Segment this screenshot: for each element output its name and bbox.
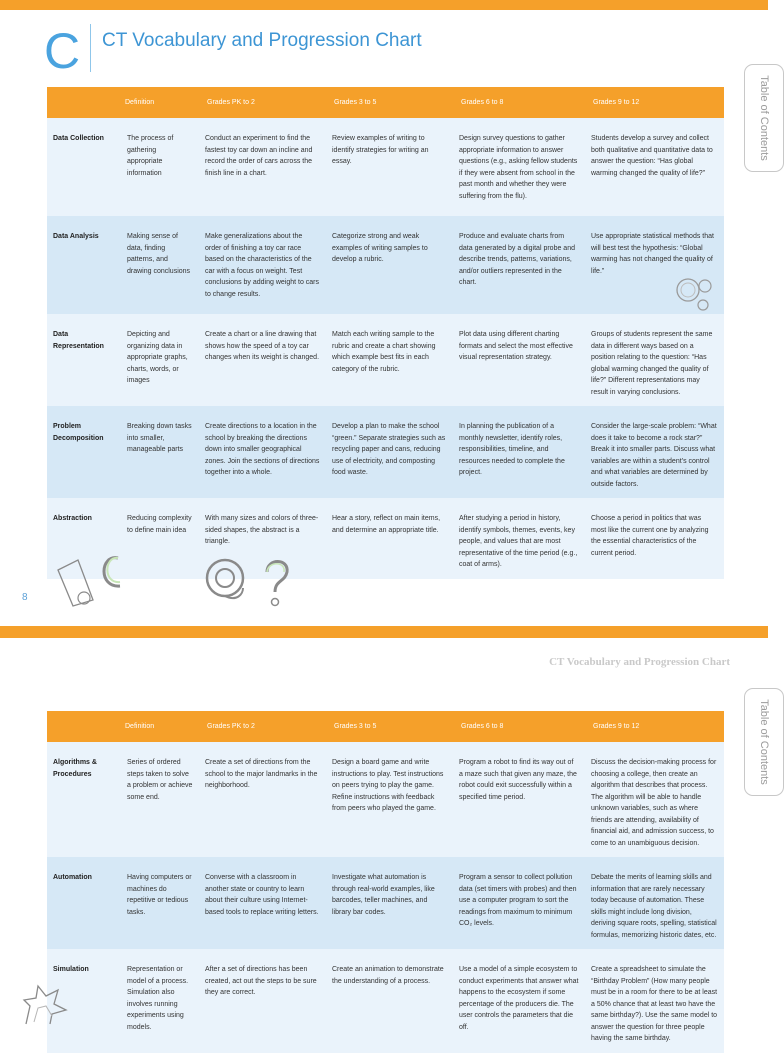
row-grades-3-5: Hear a story, reflect on main items, and determine an appropriate title.	[326, 498, 453, 579]
section-letter: C	[44, 23, 81, 79]
running-header-title: CT Vocabulary and Progression Chart	[549, 656, 730, 668]
row-definition: The process of gathering appropriate information	[117, 118, 199, 216]
page-title: CT Vocabulary and Progression Chart	[102, 30, 422, 51]
row-grades-6-8: After studying a period in history, identify symbols, themes, events, key people, and values that are most representative of the time period (e.g., coat of arms).	[453, 498, 585, 579]
row-grades-3-5: Review examples of writing to identify strategies for writing an essay.	[326, 118, 453, 216]
page-number: 8	[22, 592, 28, 603]
row-grades-9-12: Choose a period in politics that was most like the current one by analyzing the essential characteristics of the current period.	[585, 498, 724, 579]
table-row	[47, 118, 724, 216]
header-grades-6-8: Grades 6 to 8	[453, 87, 585, 118]
table-header-row	[47, 711, 724, 742]
row-grades-pk-2: Create a chart or a line drawing that shows how the speed of a toy car changes when its weight is changed.	[199, 314, 326, 406]
row-grades-6-8: Program a sensor to collect pollution data (set timers with probes) and then use a computer program to sort the readings from maximum to minimum CO₂ levels.	[453, 857, 585, 949]
header-grades-6-8: Grades 6 to 8	[453, 711, 585, 742]
header-grades-9-12: Grades 9 to 12	[585, 87, 724, 118]
vocab-table-1	[47, 87, 724, 579]
table-row	[47, 498, 724, 579]
gear-doodle-icon	[16, 976, 72, 1024]
page-separator-bar	[0, 626, 768, 638]
row-grades-pk-2: Make generalizations about the order of finishing a toy car race based on the characteristics of the car with a focus on weight. Test conclusions by adding weight to cars to change results.	[199, 216, 326, 314]
top-accent-bar	[0, 0, 768, 10]
table-row	[47, 949, 724, 1053]
toc-tab[interactable]	[744, 64, 784, 172]
row-grades-3-5: Categorize strong and weak examples of writing samples to develop a rubric.	[326, 216, 453, 314]
row-definition: Depicting and organizing data in appropriate graphs, charts, words, or images	[117, 314, 199, 406]
row-grades-9-12: Students develop a survey and collect both qualitative and quantitative data to answer the question: “Has global warming changed the quality of life?”	[585, 118, 724, 216]
row-grades-3-5: Design a board game and write instructions to play. Test instructions on peers trying to play the game. Refine instructions with feedback from peers who played the game.	[326, 742, 453, 857]
header-blank	[47, 87, 117, 118]
row-grades-pk-2: With many sizes and colors of three-sided shapes, the abstract is a triangle.	[199, 498, 326, 579]
header-grades-3-5: Grades 3 to 5	[326, 711, 453, 742]
row-term: Simulation	[47, 949, 117, 1053]
row-definition: Representation or model of a process. Simulation also involves running experiments using models.	[117, 949, 199, 1053]
header-blank	[47, 711, 117, 742]
title-divider	[90, 24, 91, 72]
table-header-row	[47, 87, 724, 118]
row-grades-9-12: Create a spreadsheet to simulate the “Birthday Problem” (How many people must be in a room for there to be at least a 50% chance that at least two have the same birthday?). Use the same model to answer the question for three people having the same birthday.	[585, 949, 724, 1053]
row-definition: Breaking down tasks into smaller, manageable parts	[117, 406, 199, 498]
bubbles-doodle-icon	[668, 272, 718, 314]
row-grades-9-12: Debate the merits of learning skills and information that are rarely necessary today because of automation. These skills might include long division, deriving square roots, spelling, statistical formulas, memorizing historic dates, etc.	[585, 857, 724, 949]
row-term: Problem Decomposition	[47, 406, 117, 498]
letters-doodle-icon	[48, 540, 138, 610]
row-grades-6-8: In planning the publication of a monthly newsletter, identify roles, responsibilities, timeline, and resources needed to complete the project.	[453, 406, 585, 498]
table-row	[47, 314, 724, 406]
row-grades-6-8: Use a model of a simple ecosystem to conduct experiments that answer what happens to the ecosystem if some percentage of the producers die. The user controls the parameters that die off.	[453, 949, 585, 1053]
row-grades-9-12: Consider the large-scale problem: “What does it take to become a rock star?” Break it into smaller parts. Discuss what variables are within a student’s control and what variables are determined by outside factors.	[585, 406, 724, 498]
row-definition: Making sense of data, finding patterns, and drawing conclusions	[117, 216, 199, 314]
row-term: Data Analysis	[47, 216, 117, 314]
row-grades-3-5: Match each writing sample to the rubric and create a chart showing which example best fits in each category of the rubric.	[326, 314, 453, 406]
row-grades-pk-2: Converse with a classroom in another state or country to learn about their culture using Internet-based tools to replace writing letters.	[199, 857, 326, 949]
header-grades-3-5: Grades 3 to 5	[326, 87, 453, 118]
row-term: Data Representation	[47, 314, 117, 406]
toc-tab-2[interactable]	[744, 688, 784, 796]
header-grades-pk-2: Grades PK to 2	[199, 87, 326, 118]
header-grades-pk-2: Grades PK to 2	[199, 711, 326, 742]
row-grades-3-5: Create an animation to demonstrate the understanding of a process.	[326, 949, 453, 1053]
table-row	[47, 216, 724, 314]
row-grades-9-12: Use appropriate statistical methods that will best test the hypothesis: “Global warming has not changed the quality of life.”	[585, 216, 724, 314]
symbols-doodle-icon	[195, 548, 305, 614]
toc-tab-label: Table of Contents	[758, 699, 770, 785]
row-grades-pk-2: Create directions to a location in the school by breaking the directions down into smaller geographical zones. Join the sections of directions together into a whole.	[199, 406, 326, 498]
toc-tab-label: Table of Contents	[758, 75, 770, 161]
header-definition: Definition	[117, 87, 199, 118]
header-grades-9-12: Grades 9 to 12	[585, 711, 724, 742]
row-grades-9-12: Discuss the decision-making process for choosing a college, then create an algorithm that describes that process. The algorithm will be able to handle unknown variables, such as where friends are attending, availability of financial aid, and admission success, to come to an unambiguous decision.	[585, 742, 724, 857]
row-grades-pk-2: After a set of directions has been created, act out the steps to be sure they are correct.	[199, 949, 326, 1053]
row-definition: Reducing complexity to define main idea	[117, 498, 199, 579]
row-grades-9-12: Groups of students represent the same data in different ways based on a position relating to the question: “Has global warming changed the quality of life?” Different representations may result in varying conclusions.	[585, 314, 724, 406]
row-definition: Having computers or machines do repetitive or tedious tasks.	[117, 857, 199, 949]
table-row	[47, 857, 724, 949]
row-grades-6-8: Design survey questions to gather appropriate information to answer questions (e.g., asking fellow students if they were absent from school in the past month and whether they were suffering from the flu).	[453, 118, 585, 216]
row-definition: Series of ordered steps taken to solve a problem or achieve some end.	[117, 742, 199, 857]
header-definition: Definition	[117, 711, 199, 742]
row-term: Algorithms & Procedures	[47, 742, 117, 857]
row-grades-6-8: Produce and evaluate charts from data generated by a digital probe and describe trends, patterns, variations, and/or outliers represented in the chart.	[453, 216, 585, 314]
table-row	[47, 742, 724, 857]
table-row	[47, 406, 724, 498]
row-grades-6-8: Plot data using different charting formats and select the most effective visual representation strategy.	[453, 314, 585, 406]
row-grades-6-8: Program a robot to find its way out of a maze such that given any maze, the robot could exit successfully within a specified time period.	[453, 742, 585, 857]
row-term: Data Collection	[47, 118, 117, 216]
row-term: Automation	[47, 857, 117, 949]
row-grades-3-5: Develop a plan to make the school “green.” Separate strategies such as recycling paper and cans, reducing use of electricity, and composting food waste.	[326, 406, 453, 498]
row-grades-pk-2: Conduct an experiment to find the fastest toy car down an incline and record the order of cars across the finish line in a chart.	[199, 118, 326, 216]
vocab-table-2	[47, 711, 724, 1053]
row-grades-pk-2: Create a set of directions from the school to the major landmarks in the neighborhood.	[199, 742, 326, 857]
row-term: Abstraction	[47, 498, 117, 579]
row-grades-3-5: Investigate what automation is through real-world examples, like barcodes, teller machines, and library bar codes.	[326, 857, 453, 949]
